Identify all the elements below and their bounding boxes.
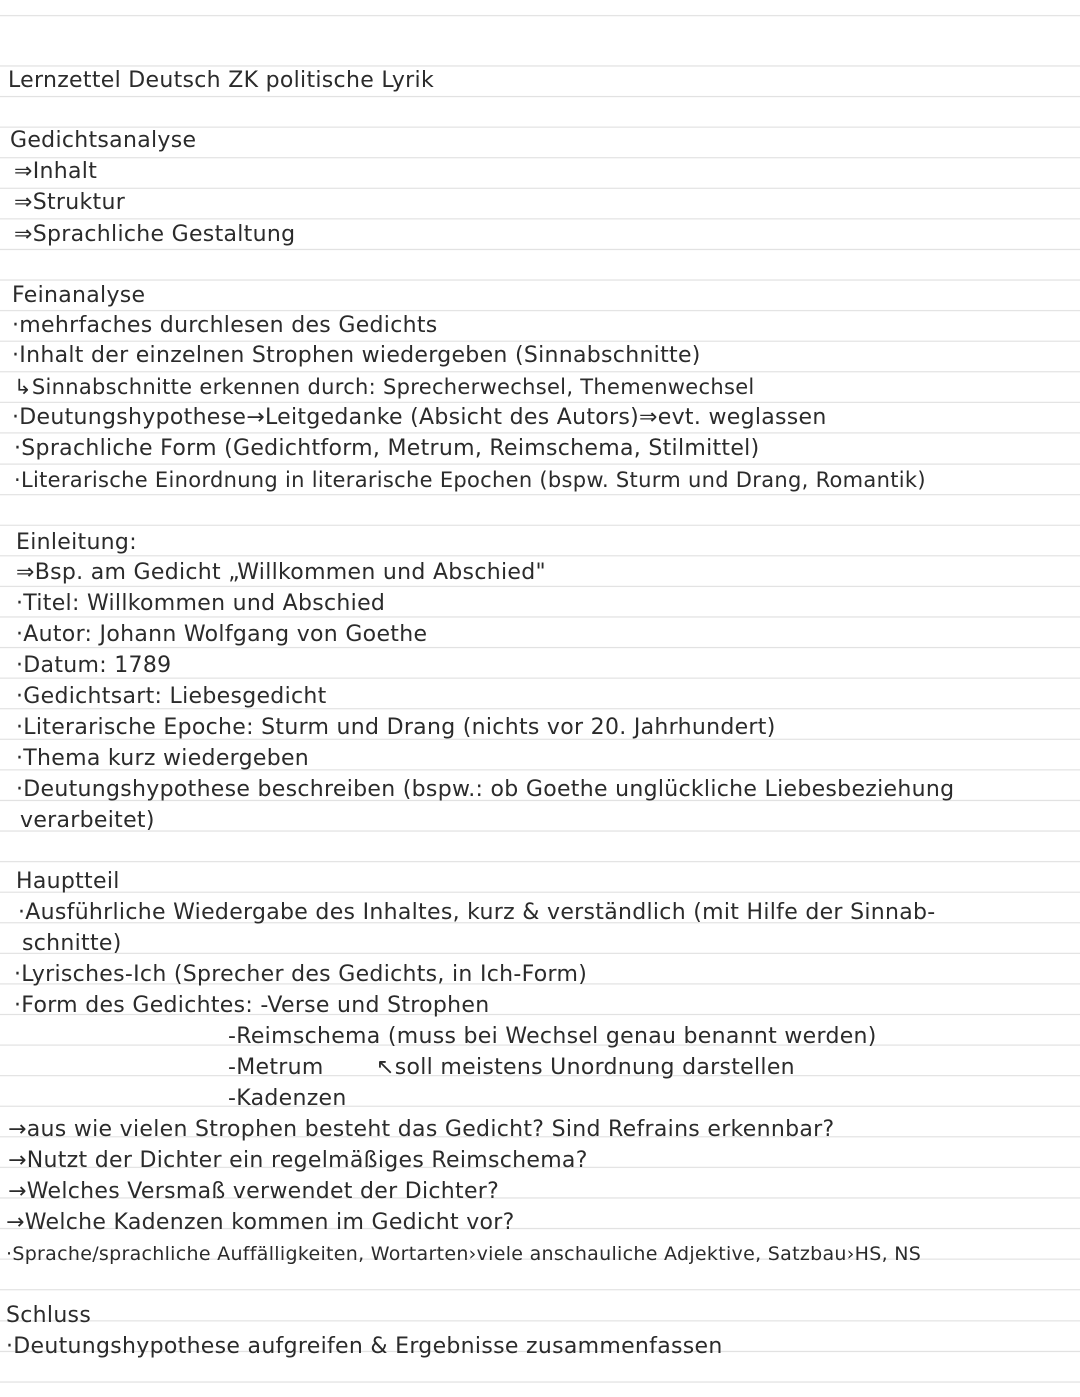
einleitung-item: ·Autor: Johann Wolfgang von Goethe <box>16 622 428 647</box>
feinanalyse-item: ·Inhalt der einzelnen Strophen wiedergeben (Sinnabschnitte) <box>12 343 701 368</box>
page-title: Lernzettel Deutsch ZK politische Lyrik <box>8 68 434 93</box>
heading-schluss: Schluss <box>6 1303 92 1328</box>
feinanalyse-item: ·Sprachliche Form (Gedichtform, Metrum, Reimschema, Stilmittel) <box>14 436 760 461</box>
einleitung-item: ·Gedichtsart: Liebesgedicht <box>16 684 327 709</box>
einleitung-item: ·Literarische Epoche: Sturm und Drang (nichts vor 20. Jahrhundert) <box>16 715 776 740</box>
hauptteil-item: ·Lyrisches-Ich (Sprecher des Gedichts, in Ich-Form) <box>14 962 588 987</box>
hauptteil-item: -Kadenzen <box>228 1086 347 1111</box>
einleitung-item: ⇒Bsp. am Gedicht „Willkommen und Abschied" <box>16 560 546 585</box>
feinanalyse-item: ↳Sinnabschnitte erkennen durch: Sprecherwechsel, Themenwechsel <box>14 375 755 399</box>
heading-gedichtsanalyse: Gedichtsanalyse <box>10 128 197 153</box>
hauptteil-question: →aus wie vielen Strophen besteht das Gedicht? Sind Refrains erkennbar? <box>8 1117 835 1142</box>
einleitung-item: ·Deutungshypothese beschreiben (bspw.: ob Goethe unglückliche Liebesbeziehung <box>16 777 955 802</box>
hauptteil-item: -Reimschema (muss bei Wechsel genau benannt werden) <box>228 1024 877 1049</box>
schluss-item: ·Deutungshypothese aufgreifen & Ergebnisse zusammenfassen <box>6 1334 723 1359</box>
einleitung-item: ·Thema kurz wiedergeben <box>16 746 310 771</box>
hauptteil-item: -Metrum <box>228 1055 324 1080</box>
einleitung-item: ·Datum: 1789 <box>16 653 172 678</box>
einleitung-item: verarbeitet) <box>20 808 155 833</box>
heading-hauptteil: Hauptteil <box>16 869 120 894</box>
hauptteil-annotation: ↖soll meistens Unordnung darstellen <box>376 1055 795 1080</box>
hauptteil-item: ·Form des Gedichtes: -Verse und Strophen <box>14 993 490 1018</box>
einleitung-item: ·Titel: Willkommen und Abschied <box>16 591 386 616</box>
hauptteil-item: ·Ausführliche Wiedergabe des Inhaltes, kurz & verständlich (mit Hilfe der Sinnab- <box>18 900 936 925</box>
hauptteil-question: →Nutzt der Dichter ein regelmäßiges Reimschema? <box>8 1148 588 1173</box>
heading-einleitung: Einleitung: <box>16 530 137 555</box>
gedichtsanalyse-item: ⇒Inhalt <box>14 159 98 184</box>
gedichtsanalyse-item: ⇒Struktur <box>14 190 126 215</box>
heading-feinanalyse: Feinanalyse <box>12 283 146 308</box>
gedichtsanalyse-item: ⇒Sprachliche Gestaltung <box>14 222 296 247</box>
hauptteil-question: →Welches Versmaß verwendet der Dichter? <box>8 1179 500 1204</box>
hauptteil-item: ·Sprache/sprachliche Auffälligkeiten, Wortarten›viele anschauliche Adjektive, Satzbau›HS, NS <box>6 1243 922 1265</box>
hauptteil-item: schnitte) <box>22 931 122 956</box>
hauptteil-question: →Welche Kadenzen kommen im Gedicht vor? <box>6 1210 515 1235</box>
feinanalyse-item: ·Deutungshypothese→Leitgedanke (Absicht des Autors)⇒evt. weglassen <box>12 405 827 430</box>
feinanalyse-item: ·mehrfaches durchlesen des Gedichts <box>12 313 438 338</box>
feinanalyse-item: ·Literarische Einordnung in literarische Epochen (bspw. Sturm und Drang, Romantik) <box>14 468 926 492</box>
